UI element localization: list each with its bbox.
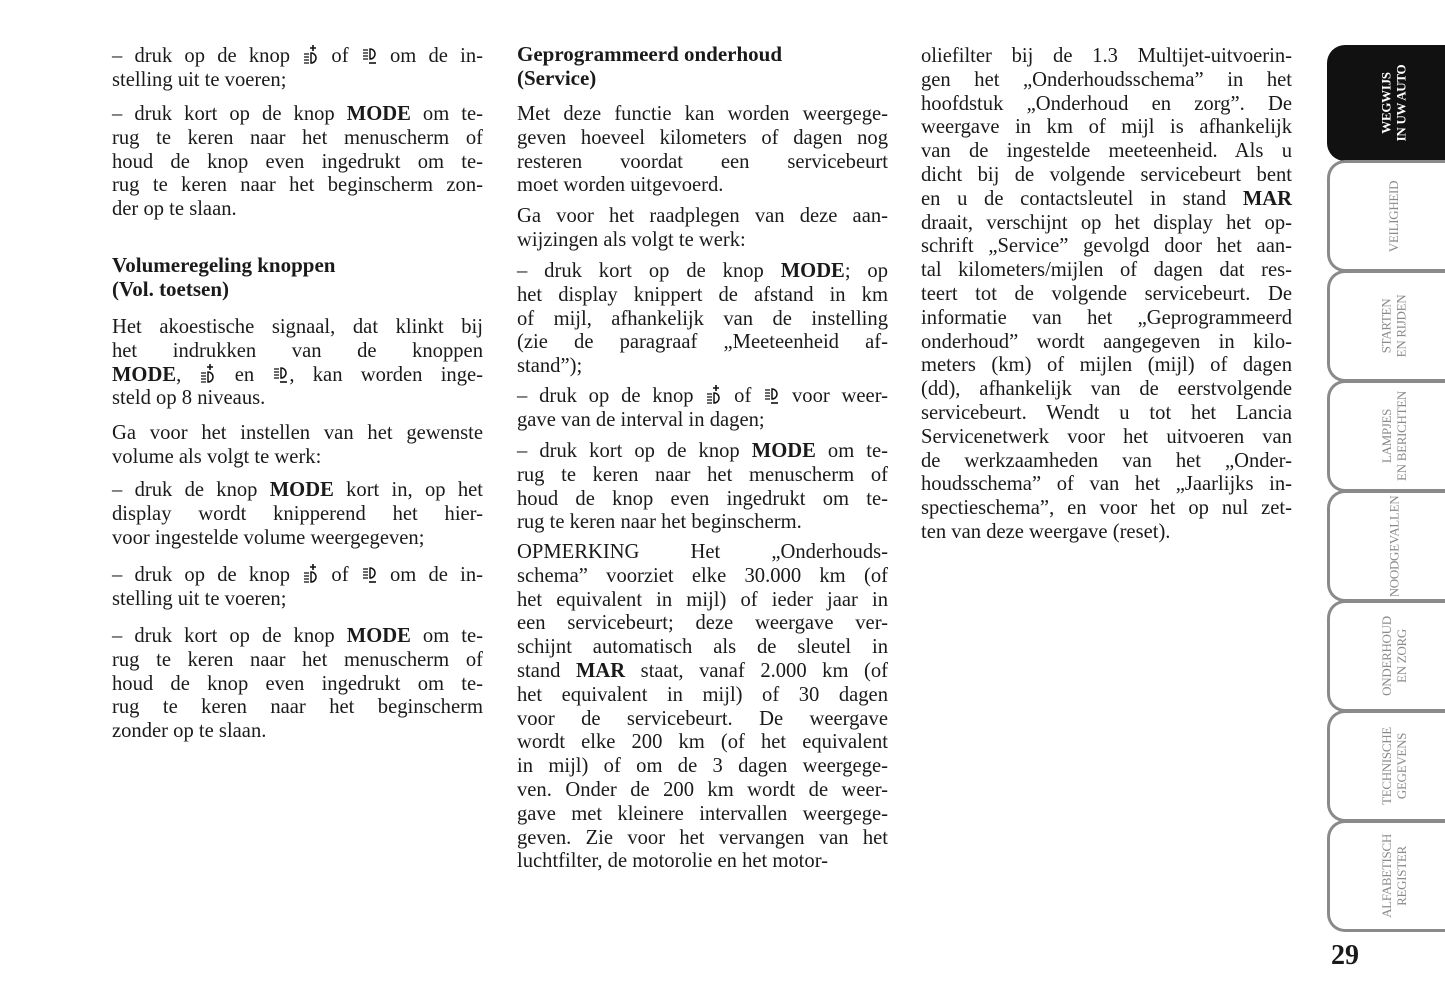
text-line: wijzingen als volgt te werk:	[517, 228, 746, 251]
tab-label-line: STARTEN	[1378, 298, 1394, 354]
key-label: MODE	[780, 260, 845, 282]
paragraph	[517, 205, 888, 253]
text-line: moet worden uitgevoerd.	[517, 174, 724, 197]
chapter-tab-label	[1378, 391, 1408, 481]
text-line: Ga voor het instellen van het gewenste	[112, 422, 483, 444]
tab-label-line: EN BERICHTEN	[1393, 391, 1409, 481]
text-line: draait, verschijnt op het display het op-	[921, 211, 1292, 234]
paragraph	[112, 45, 483, 93]
key-label: MODE	[346, 103, 411, 125]
key-label: MODE	[269, 479, 334, 501]
text-line: voor ingestelde volume weergegeven;	[112, 526, 425, 549]
tab-label-line: WEGWIJS	[1378, 72, 1394, 134]
chapter-tab-label	[1378, 727, 1408, 805]
text-line: geven hoeveel kilometers of dagen nog	[517, 126, 888, 149]
text-line: (zie de paragraaf „Meeteenheid af-	[517, 331, 888, 354]
text-line: Met deze functie kan worden weergege-	[517, 103, 888, 125]
chapter-tab-noodgevallen[interactable]	[1327, 490, 1445, 602]
text-line: display wordt knipperend het hier-	[112, 502, 483, 525]
text-line: Ga voor het raadplegen van deze aan-	[517, 205, 888, 227]
text-line: Volumeregeling knoppen	[112, 253, 336, 277]
text-line: teert tot de volgende servicebeurt. De	[921, 282, 1292, 305]
tab-label-line: ALFABETISCH	[1378, 834, 1394, 918]
brightness-down-icon	[272, 364, 289, 384]
paragraph	[517, 103, 888, 198]
text-line: ven. Onder de 200 km wordt de weer-	[517, 778, 888, 801]
paragraph	[112, 316, 483, 411]
tab-label-line: EN ZORG	[1393, 629, 1409, 683]
chapter-tab-label	[1378, 834, 1408, 918]
page-number: 29	[1331, 940, 1359, 971]
paragraph	[112, 625, 483, 744]
text-line: gen het „Onderhoudsschema” in het	[921, 68, 1292, 91]
paragraph	[517, 385, 888, 433]
tab-label-line: LAMPJES	[1378, 408, 1394, 464]
text-line: luchtfilter, de motorolie en het motor-	[517, 850, 829, 873]
paragraph	[517, 541, 888, 874]
key-label: MODE	[112, 363, 177, 386]
brightness-down-icon	[763, 385, 780, 405]
chapter-tab-label	[1386, 495, 1401, 597]
tab-label-line: EN RIJDEN	[1393, 294, 1409, 358]
text-line: gave met kleinere intervallen weergege-	[517, 802, 888, 825]
text-line: geven. Zie voor het vervangen van het	[517, 826, 888, 849]
tab-label-line: TECHNISCHE	[1378, 727, 1394, 805]
text-line: rug te keren naar het beginscherm	[112, 696, 483, 719]
text-line: wordt elke 200 km (of het equivalent	[517, 731, 888, 754]
text-line: – druk kort op de knop MODE om te-	[517, 440, 888, 462]
brightness-down-icon	[361, 45, 378, 65]
text-line: tal kilometers/mijlen of dagen dat res-	[921, 259, 1292, 282]
text-line: (Vol. toetsen)	[112, 276, 230, 301]
text-line: informatie van het „Geprogrammeerd	[921, 306, 1292, 329]
text-line: houd de knop even ingedrukt om te-	[112, 672, 483, 695]
text-line: servicebeurt. Wendt u tot het Lancia	[921, 401, 1292, 424]
tab-label-line: IN UW AUTO	[1393, 64, 1409, 142]
text-line: schrift „Service” gevolgd door het aan-	[921, 235, 1292, 258]
text-line: rug te keren naar het beginscherm zon-	[112, 174, 483, 197]
text-line: onderhoud” wordt aangegeven in kilo-	[921, 330, 1292, 353]
text-line: (dd), afhankelijk van de eerstvolgende	[921, 378, 1292, 401]
text-line: houd de knop even ingedrukt om te-	[517, 487, 888, 510]
text-line: houdsschema” of van het „Jaarlijks in-	[921, 473, 1292, 496]
paragraph	[112, 422, 483, 470]
chapter-tab-wegwijs-in-uw-auto[interactable]	[1327, 45, 1445, 161]
text-line: stelling uit te voeren;	[112, 587, 287, 610]
text-line: ten van deze weergave (reset).	[921, 520, 1171, 543]
chapter-tab-label	[1386, 180, 1401, 251]
text-line: – druk op de knop of voor weer-	[517, 385, 888, 407]
text-line: rug te keren naar het beginscherm.	[517, 511, 802, 534]
chapter-tab-onderhoud-en-zorg[interactable]	[1327, 600, 1445, 712]
chapter-tab-technische-gegevens[interactable]	[1327, 710, 1445, 822]
text-line: zonder op te slaan.	[112, 720, 267, 743]
text-line: dicht bij de volgende servicebeurt bent	[921, 163, 1292, 186]
text-line: – druk kort op de knop MODE; op	[517, 260, 889, 282]
text-line: rug te keren naar het menuscherm of	[517, 463, 888, 486]
key-label: MODE	[751, 440, 816, 462]
chapter-tab-label	[1379, 65, 1409, 142]
text-line: – druk kort op de knop MODE om te-	[112, 625, 483, 647]
text-line: steld op 8 niveaus.	[112, 387, 266, 410]
text-line: de werkzaamheden van het „Onder-	[921, 449, 1292, 472]
chapter-tab-label	[1379, 295, 1409, 358]
text-line: oliefilter bij de 1.3 Multijet-uitvoerin-	[921, 45, 1292, 67]
text-line: resteren voordat een servicebeurt	[517, 150, 888, 173]
paragraph	[112, 564, 483, 612]
brightness-up-icon	[302, 564, 319, 584]
text-line: hoofdstuk „Onderhoud en zorg”. De	[921, 92, 1292, 115]
text-line: meters (km) of mijlen (mijl) of dagen	[921, 354, 1292, 377]
tab-label-line: VEILIGHEID	[1386, 180, 1401, 252]
chapter-tab-lampjes-en-berichten[interactable]	[1327, 380, 1445, 492]
text-line: het indrukken van de knoppen	[112, 339, 483, 362]
text-line: Servicenetwerk voor het uitvoeren van	[921, 425, 1292, 448]
text-line: rug te keren naar het menuscherm of	[112, 126, 483, 149]
text-line: rug te keren naar het menuscherm of	[112, 648, 483, 671]
key-label: MAR	[1242, 187, 1292, 210]
text-line: gave van de interval in dagen;	[517, 408, 765, 431]
text-line: of mijl, afhankelijk van de instelling	[517, 307, 888, 330]
brightness-up-icon	[302, 45, 319, 65]
brightness-up-icon	[199, 364, 216, 384]
text-line: het equivalent in mijl) of ieder jaar in	[517, 588, 888, 611]
text-line: voor de servicebeurt. De weergave	[517, 707, 888, 730]
section-heading	[517, 43, 888, 91]
text-line: Het akoestische signaal, dat klinkt bij	[112, 316, 483, 338]
key-label: MODE	[346, 625, 411, 647]
text-line: schijnt automatisch als de sleutel in	[517, 636, 888, 659]
paragraph	[517, 440, 888, 535]
text-line: het equivalent in mijl) of 30 dagen	[517, 683, 888, 706]
paragraph	[112, 479, 483, 550]
brightness-up-icon	[705, 385, 722, 405]
text-line: spectieschema”, en voor het op nul zet-	[921, 497, 1292, 520]
text-line: (Service)	[517, 65, 597, 90]
chapter-tab-label	[1378, 616, 1408, 696]
text-line: Geprogrammeerd onderhoud	[517, 42, 783, 66]
paragraph	[112, 103, 483, 222]
text-line: een servicebeurt; deze weergave ver-	[517, 612, 888, 635]
text-line: stelling uit te voeren;	[112, 68, 287, 91]
text-line: weergave in km of mijl is afhankelijk	[921, 116, 1292, 139]
text-line: – druk op de knop of om de in-	[112, 45, 483, 67]
text-line: – druk kort op de knop MODE om te-	[112, 103, 483, 125]
text-line: OPMERKING Het „Onderhouds-	[517, 541, 888, 563]
text-line: schema” voorziet elke 30.000 km (of	[517, 564, 888, 587]
tab-label-line: REGISTER	[1393, 846, 1409, 906]
text-line: het display knippert de afstand in km	[517, 283, 888, 306]
chapter-tab-veiligheid[interactable]	[1327, 160, 1445, 272]
text-line: en u de contactsleutel in stand MAR	[921, 187, 1292, 210]
paragraph	[921, 45, 1292, 545]
key-label: MAR	[575, 659, 626, 682]
tab-label-line: GEGEVENS	[1393, 732, 1409, 800]
section-heading	[112, 254, 483, 302]
text-line: – druk de knop MODE kort in, op het	[112, 479, 483, 501]
text-line: stand”);	[517, 355, 583, 378]
tab-label-line: NOODGEVALLEN	[1386, 495, 1401, 597]
text-line: houd de knop even ingedrukt om te-	[112, 150, 483, 173]
chapter-tab-alfabetisch-register[interactable]	[1327, 820, 1445, 932]
text-line: – druk op de knop of om de in-	[112, 564, 483, 586]
chapter-tab-starten-en-rijden[interactable]	[1327, 270, 1445, 382]
paragraph	[517, 260, 888, 379]
text-line: van de ingestelde meeteenheid. Als u	[921, 140, 1292, 163]
text-line: volume als volgt te werk:	[112, 445, 322, 468]
text-line: in mijl) of om de 3 dagen weergege-	[517, 755, 888, 778]
brightness-down-icon	[361, 564, 378, 584]
text-line: stand MAR staat, vanaf 2.000 km (of	[517, 659, 888, 682]
text-line: der op te slaan.	[112, 198, 237, 221]
text-line: MODE, en , kan worden inge-	[112, 363, 484, 386]
tab-label-line: ONDERHOUD	[1378, 616, 1394, 696]
